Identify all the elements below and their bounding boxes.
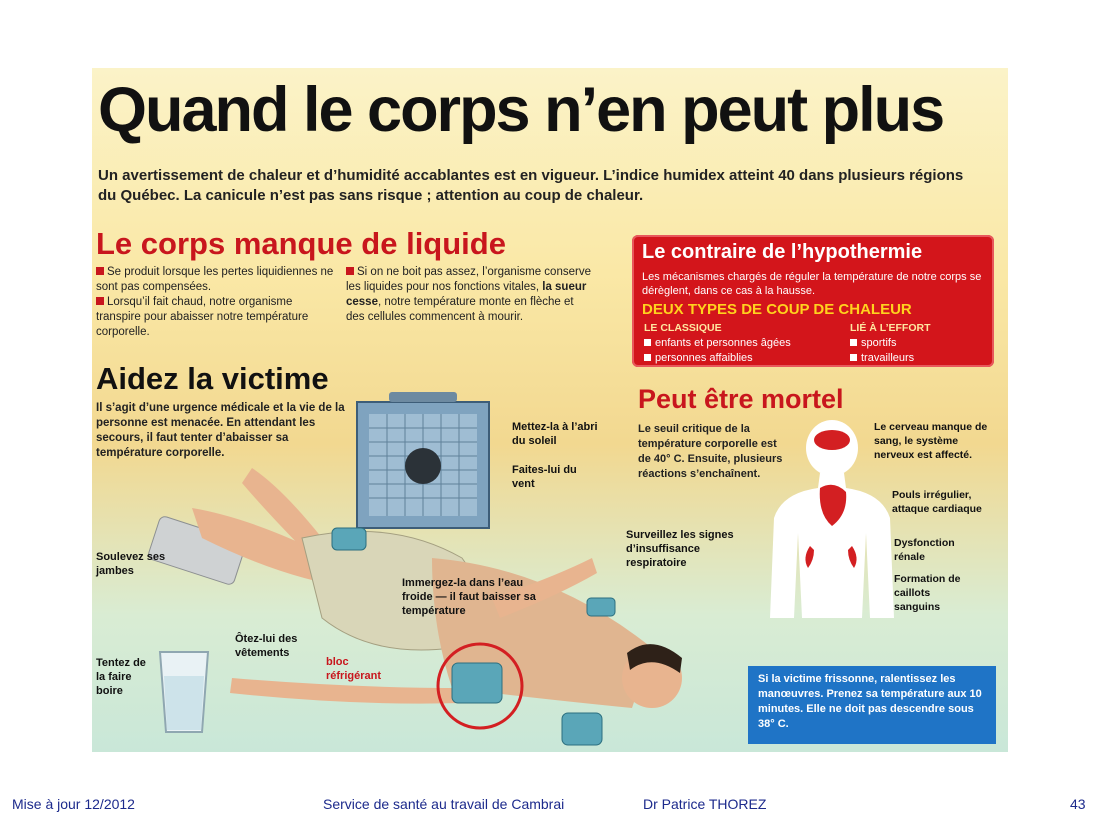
mortel-heading: Peut être mortel: [638, 384, 844, 414]
classique-title: LE CLASSIQUE: [644, 322, 722, 334]
mortel-body: Le seuil critique de la température corporelle est de 40° C. Ensuite, plusieurs réactions s’enchaînent.: [638, 423, 783, 480]
label-cerveau: Le cerveau manque de sang, le système nerveux est affecté.: [874, 421, 988, 461]
victime-heading: Aidez la victime: [96, 361, 329, 396]
liquide-col1: [96, 265, 334, 340]
white-bullet-icon: [850, 339, 857, 346]
hypothermie-box: [632, 235, 994, 367]
label-faire-boire: Tentez de la faire boire: [96, 657, 146, 697]
effort-title: LIÉ À L’EFFORT: [850, 322, 931, 334]
white-bullet-icon: [644, 339, 651, 346]
white-bullet-icon: [850, 354, 857, 361]
liquide-col2: Si on ne boit pas assez, l’organisme conserve les liquides pour nos fonctions vitales, la sueur cesse, notre température monte en flèche et des cellules commencent à mourir.: [346, 266, 591, 323]
hypothermie-heading: Le contraire de l’hypothermie: [642, 241, 923, 263]
effort-item: travailleurs: [850, 351, 931, 366]
poster-title: Quand le corps n’en peut plus: [98, 75, 944, 145]
red-bullet-icon: [96, 267, 104, 275]
liquide-heading: Le corps manque de liquide: [96, 226, 506, 261]
liquide-p2: Lorsqu’il fait chaud, notre organisme transpire pour abaisser notre température corporelle.: [96, 296, 309, 338]
label-pouls: Pouls irrégulier, attaque cardiaque: [892, 489, 982, 515]
label-renale: Dysfonction rénale: [894, 537, 955, 563]
label-bloc-refrigerant: bloc réfrigérant: [326, 656, 382, 682]
victime-body: Il s’agit d’une urgence médicale et la vie de la personne est menacée. En attendant les secours, il faut tenter d’abaisser sa température corporelle.: [96, 402, 345, 459]
shivering-note: Si la victime frissonne, ralentissez les manœuvres. Prenez sa température aux 10 minutes. Elle ne doit pas descendre sous 38° C.: [748, 666, 996, 744]
classique-item: enfants et personnes âgées: [644, 336, 791, 351]
label-soulevez-jambes: Soulevez ses jambes: [96, 551, 166, 577]
hypothermie-body: Les mécanismes chargés de réguler la température de notre corps se dérèglent, dans ce cas à la hausse.: [642, 271, 982, 297]
effort-column: [850, 321, 931, 366]
footer-update-date: Mise à jour 12/2012: [12, 796, 135, 812]
footer-author: Dr Patrice THOREZ: [643, 796, 767, 812]
coup-de-chaleur-subheading: DEUX TYPES DE COUP DE CHALEUR: [642, 301, 912, 318]
label-caillots: Formation de caillots sanguins: [894, 573, 961, 613]
footer-service: Service de santé au travail de Cambrai: [323, 796, 565, 812]
classique-column: [644, 321, 791, 366]
effort-item: sportifs: [850, 336, 931, 351]
white-bullet-icon: [644, 354, 651, 361]
label-surveillez: Surveillez les signes d’insuffisance respiratoire: [626, 529, 734, 569]
liquide-p1: Se produit lorsque les pertes liquidiennes ne sont pas compensées.: [96, 266, 334, 293]
label-faites-vent: Faites-lui du vent: [512, 464, 577, 490]
classique-item: personnes affaiblies: [644, 351, 791, 366]
red-bullet-icon: [96, 297, 104, 305]
label-immergez: Immergez-la dans l’eau froide — il faut baisser sa température: [402, 577, 536, 617]
water-glass-illustration: [154, 646, 214, 738]
footer-page-number: 43: [1070, 796, 1086, 812]
infographic-poster: [92, 68, 1008, 752]
label-abri-soleil: Mettez-la à l’abri du soleil: [512, 421, 598, 447]
poster-intro: Un avertissement de chaleur et d’humidité accablantes est en vigueur. L’indice humidex atteint 40 dans plusieurs régions du Québec. La canicule n’est pas sans risque ; attention au coup de chaleur.: [98, 167, 964, 204]
red-bullet-icon: [346, 267, 354, 275]
label-otez-vetements: Ôtez-lui des vêtements: [235, 633, 298, 659]
